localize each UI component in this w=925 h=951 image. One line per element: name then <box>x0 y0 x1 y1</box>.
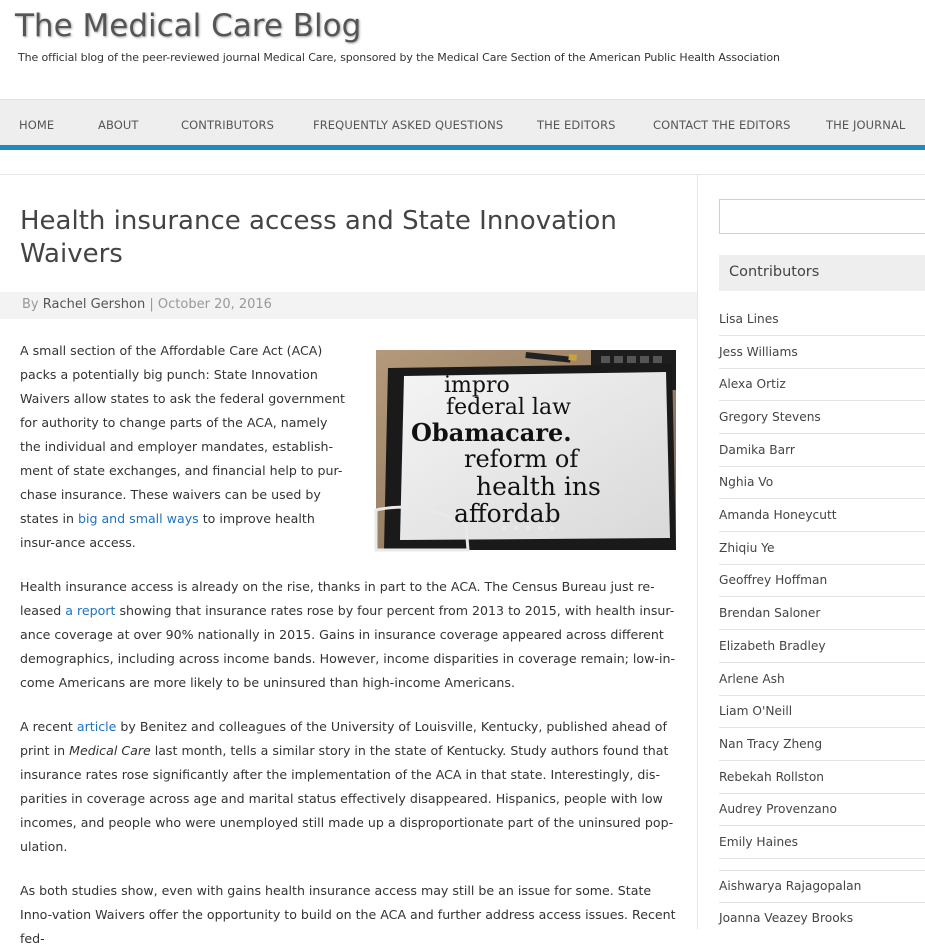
contributor-divider <box>719 870 925 871</box>
contributor-divider <box>719 662 925 663</box>
contributor-link[interactable]: Gregory Stevens <box>719 410 821 424</box>
link-census-report[interactable]: a report <box>65 603 116 618</box>
contributor-divider <box>719 858 925 859</box>
nav-accent-bar <box>0 145 925 150</box>
nav-the-journal[interactable]: THE JOURNAL <box>826 118 906 132</box>
sidebar-divider <box>697 175 698 929</box>
contributor-link[interactable]: Rebekah Rollston <box>719 770 825 784</box>
nav-contact-editors[interactable]: CONTACT THE EDITORS <box>653 118 791 132</box>
contributor-link[interactable]: Nan Tracy Zheng <box>719 737 823 751</box>
post-meta <box>0 292 697 319</box>
image-text-line-2: federal law <box>446 395 571 420</box>
image-text-line-6: affordab <box>454 499 561 528</box>
post-meta-by: By <box>22 297 39 312</box>
post-meta-separator: | <box>149 297 154 312</box>
contributor-divider <box>719 596 925 597</box>
contributor-link[interactable]: Amanda Honeycutt <box>719 508 837 522</box>
contributor-link[interactable]: Nghia Vo <box>719 475 774 489</box>
contributor-divider <box>719 433 925 434</box>
contributor-divider <box>719 793 925 794</box>
contributor-link[interactable]: Geoffrey Hoffman <box>719 573 828 587</box>
contributor-link[interactable]: Zhiqiu Ye <box>719 541 775 555</box>
paragraph-1: A small section of the Affordable Care Act (ACA) packs a potentially big punch: State Innovation Waivers allow states to ask the federal government for authority to change parts of the ACA, namely the individual and employer mandates, establish-ment of state exchanges, and financial help to pur-chase insurance. These waivers can be used by states in big and small ways to improve health insur-ance access. <box>20 343 345 550</box>
contributor-link[interactable]: Audrey Provenzano <box>719 802 837 816</box>
site-header <box>0 0 925 99</box>
link-big-and-small-ways[interactable]: big and small ways <box>77 511 199 526</box>
contributor-divider <box>719 466 925 467</box>
paragraph-3: A recent article by Benitez and colleagues of the University of Louisville, Kentucky, published ahead of print in Medical Care last month, tells a similar story in the state of Kentucky. Study authors found that insurance rates rose significantly after the implementation of the ACA in that state. Interestingly, dis-parities in coverage across age and marital status effectively disappeared. Hispanics, people with low incomes, and people who were unemployed still made up a disproportionate part of the uninsured pop-ulation. <box>20 719 674 854</box>
contributor-divider <box>719 335 925 336</box>
contributor-divider <box>719 727 925 728</box>
nav-home[interactable]: HOME <box>19 118 55 132</box>
nav-the-editors[interactable]: THE EDITORS <box>537 118 616 132</box>
nav-contributors[interactable]: CONTRIBUTORS <box>181 118 274 132</box>
nav-about[interactable]: ABOUT <box>98 118 139 132</box>
contributor-divider <box>719 531 925 532</box>
contributor-divider <box>719 498 925 499</box>
post-featured-image <box>376 350 676 550</box>
contributor-link[interactable]: Arlene Ash <box>719 672 785 686</box>
contributor-link[interactable]: Elizabeth Bradley <box>719 639 826 653</box>
link-article[interactable]: article <box>76 719 117 734</box>
contributors-widget-title: Contributors <box>729 264 820 280</box>
image-text-line-5: health ins <box>476 472 601 501</box>
contributor-divider <box>719 368 925 369</box>
post-date-link[interactable]: October 20, 2016 <box>157 297 272 312</box>
site-title[interactable]: The Medical Care Blog <box>15 8 362 44</box>
paragraph-4: As both studies show, even with gains health insurance access may still be an issue for some. State Inno-vation Waivers offer the opportunity to build on the ACA and further address access issues. Recent fed- <box>20 883 676 946</box>
paragraph-2: Health insurance access is already on the rise, thanks in part to the ACA. The Census Bureau just re-leased a report showing that insurance rates rose by four percent from 2013 to 2015, with health insur-ance coverage at over 90% nationally in 2015. Gains in insurance coverage appeared across different demographics, including across income bands. However, income disparities in coverage remain; low-in-come Americans are more likely to be uninsured than high-income Americans. <box>20 579 676 690</box>
search-input[interactable] <box>719 199 925 234</box>
image-text-line-1: impro <box>444 373 510 398</box>
main-navigation <box>0 99 925 145</box>
contributor-link[interactable]: Joanna Veazey Brooks <box>719 911 854 925</box>
contributor-link[interactable]: Liam O'Neill <box>719 704 793 718</box>
image-text-line-4: reform of <box>464 445 579 473</box>
contributor-divider <box>719 760 925 761</box>
contributor-link[interactable]: Alexa Ortiz <box>719 377 786 391</box>
contributor-divider <box>719 564 925 565</box>
site-description: The official blog of the peer-reviewed journal Medical Care, sponsored by the Medical Care Section of the American Public Health Association <box>18 51 780 64</box>
divider <box>0 174 925 175</box>
contributor-link[interactable]: Lisa Lines <box>719 312 779 326</box>
contributor-link[interactable]: Damika Barr <box>719 443 795 457</box>
contributor-divider <box>719 825 925 826</box>
contributor-divider <box>719 629 925 630</box>
contributor-link[interactable]: Jess Williams <box>719 345 798 359</box>
nav-faq[interactable]: FREQUENTLY ASKED QUESTIONS <box>313 118 504 132</box>
contributor-divider <box>719 400 925 401</box>
post-author-link[interactable]: Rachel Gershon <box>42 297 146 312</box>
contributor-link[interactable]: Emily Haines <box>719 835 799 849</box>
contributor-divider <box>719 695 925 696</box>
contributor-link[interactable]: Brendan Saloner <box>719 606 821 620</box>
post-title: Health insurance access and State Innovation Waivers <box>20 206 617 269</box>
contributor-divider <box>719 902 925 903</box>
contributor-link[interactable]: Aishwarya Rajagopalan <box>719 879 862 893</box>
image-text-line-3: Obamacare. <box>411 418 572 447</box>
